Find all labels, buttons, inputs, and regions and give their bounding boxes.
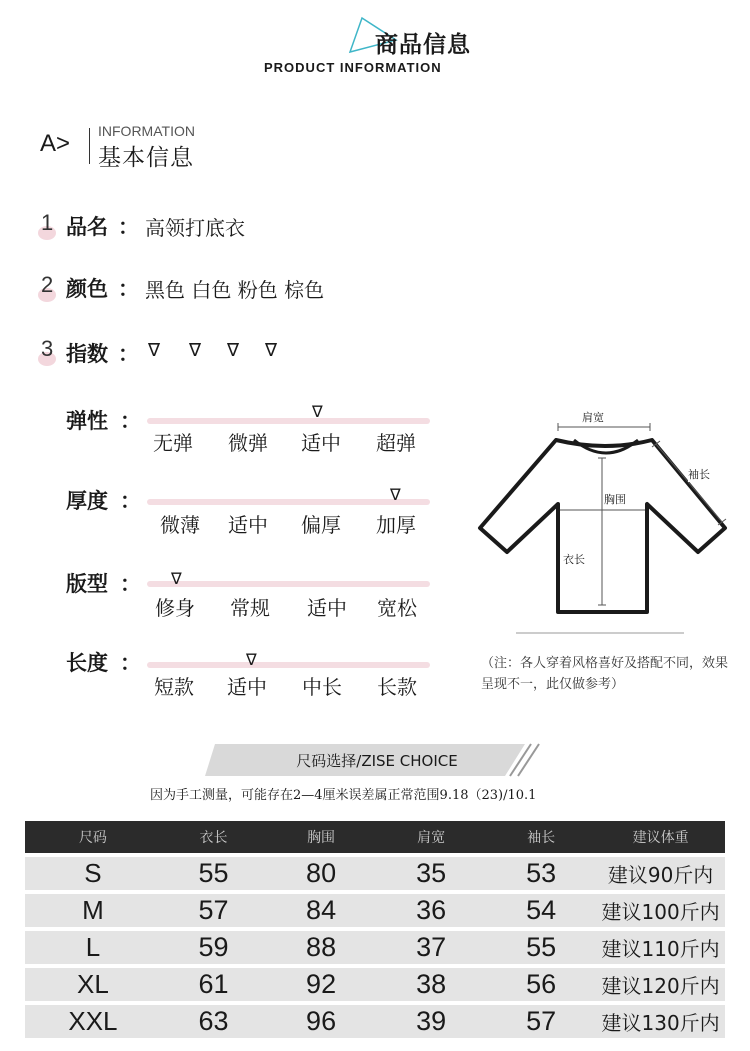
option-label-selected: 修身 [155,596,195,620]
cell-chest: 88 [266,931,376,964]
cell-length: 63 [161,1005,266,1038]
attr-colon: ： [120,651,141,675]
selected-pointer-icon: ∇ [312,402,323,421]
header-size: 尺码 [25,821,161,853]
scale-track [147,581,430,587]
color-value: 黑色 白色 粉色 棕色 [145,278,325,302]
cell-chest: 80 [266,857,376,890]
option-label: 偏厚 [301,513,341,537]
index-mark-icon: ∇ [227,340,240,361]
cell-size: L [25,931,161,964]
cell-size: M [25,894,161,927]
attr-label-length: 长度 [66,651,108,675]
scale-track [147,662,430,668]
attr-colon: ： [120,409,141,433]
header-shoulder: 肩宽 [376,821,486,853]
index-mark-icon: ∇ [148,340,161,361]
table-row [25,894,725,927]
index-mark-icon: ∇ [265,340,278,361]
cell-weight: 建议120斤内 [596,968,725,1001]
cell-size: XXL [25,1005,161,1038]
cell-length: 59 [161,931,266,964]
cell-shoulder: 37 [376,931,486,964]
row-number: 3 [41,336,54,361]
cell-chest: 92 [266,968,376,1001]
row-label-name: 品名 [66,215,108,239]
cell-weight: 建议90斤内 [596,857,725,890]
selected-pointer-icon: ∇ [390,485,401,504]
diagram-label-chest: 胸围 [604,493,626,506]
cell-sleeve: 56 [486,968,596,1001]
option-label: 短款 [154,675,194,699]
row-number: 1 [41,210,54,235]
option-label: 微弹 [228,431,268,455]
row-colon: ： [118,215,139,239]
cell-shoulder: 35 [376,857,486,890]
header-sleeve: 袖长 [486,821,596,853]
size-measure-note: 因为手工测量，可能存在2—4厘米误差属正常范围9.18（23)/10.1 [150,788,537,803]
attr-colon: ： [120,489,141,513]
option-label: 适中 [307,596,347,620]
cell-length: 57 [161,894,266,927]
option-label: 无弹 [153,431,193,455]
row-colon: ： [118,342,139,366]
cell-weight: 建议100斤内 [596,894,725,927]
section-divider [89,128,90,164]
cell-size: S [25,857,161,890]
index-mark-icon: ∇ [189,340,202,361]
product-name-value: 高领打底衣 [145,216,245,240]
size-table [25,817,725,1042]
table-row [25,931,725,964]
option-label: 长款 [377,675,417,699]
option-label: 微薄 [160,513,200,537]
option-label: 中长 [302,675,342,699]
selected-pointer-icon: ∇ [246,650,257,669]
section-letter: A> [40,130,71,157]
cell-sleeve: 57 [486,1005,596,1038]
page-subtitle: PRODUCT INFORMATION [264,60,442,75]
attr-label-thickness: 厚度 [66,489,108,513]
header-length: 衣长 [161,821,266,853]
disclaimer-note: （注：各人穿着风格喜好及搭配不同，效果呈现不一，此仅做参考） [481,656,729,692]
row-number: 2 [41,272,54,297]
page-title: 商品信息 [375,32,471,58]
row-label-index: 指数 [66,342,108,366]
row-label-color: 颜色 [66,277,108,301]
option-label: 适中 [228,513,268,537]
cell-weight: 建议130斤内 [596,1005,725,1038]
size-table-header [25,821,725,853]
scale-track [147,499,430,505]
table-row [25,1005,725,1038]
selected-pointer-icon: ∇ [171,569,182,588]
cell-shoulder: 36 [376,894,486,927]
cell-weight: 建议110斤内 [596,931,725,964]
attr-colon: ： [120,572,141,596]
scale-track [147,418,430,424]
cell-shoulder: 38 [376,968,486,1001]
cell-length: 55 [161,857,266,890]
diagram-label-shoulder: 肩宽 [582,411,604,424]
section-title-en: INFORMATION [98,123,195,139]
cell-sleeve: 55 [486,931,596,964]
cell-size: XL [25,968,161,1001]
diagram-label-length: 衣长 [563,553,585,566]
attr-label-fit: 版型 [66,572,108,596]
option-label-selected: 加厚 [376,513,416,537]
option-label: 超弹 [376,431,416,455]
cell-sleeve: 54 [486,894,596,927]
attr-label-elasticity: 弹性 [66,409,108,433]
cell-length: 61 [161,968,266,1001]
option-label: 常规 [230,596,270,620]
cell-chest: 84 [266,894,376,927]
section-title-cn: 基本信息 [98,145,194,171]
option-label-selected: 适中 [227,675,267,699]
diagram-label-sleeve: 袖长 [688,468,710,481]
cell-sleeve: 53 [486,857,596,890]
option-label-selected: 适中 [301,431,341,455]
header-weight: 建议体重 [596,821,725,853]
cell-shoulder: 39 [376,1005,486,1038]
size-banner-title: 尺码选择/ZISE CHOICE [296,752,458,770]
cell-chest: 96 [266,1005,376,1038]
table-row [25,968,725,1001]
header-chest: 胸围 [266,821,376,853]
row-colon: ： [118,277,139,301]
option-label: 宽松 [377,596,417,620]
garment-measurement-diagram [470,400,730,640]
table-row [25,857,725,890]
